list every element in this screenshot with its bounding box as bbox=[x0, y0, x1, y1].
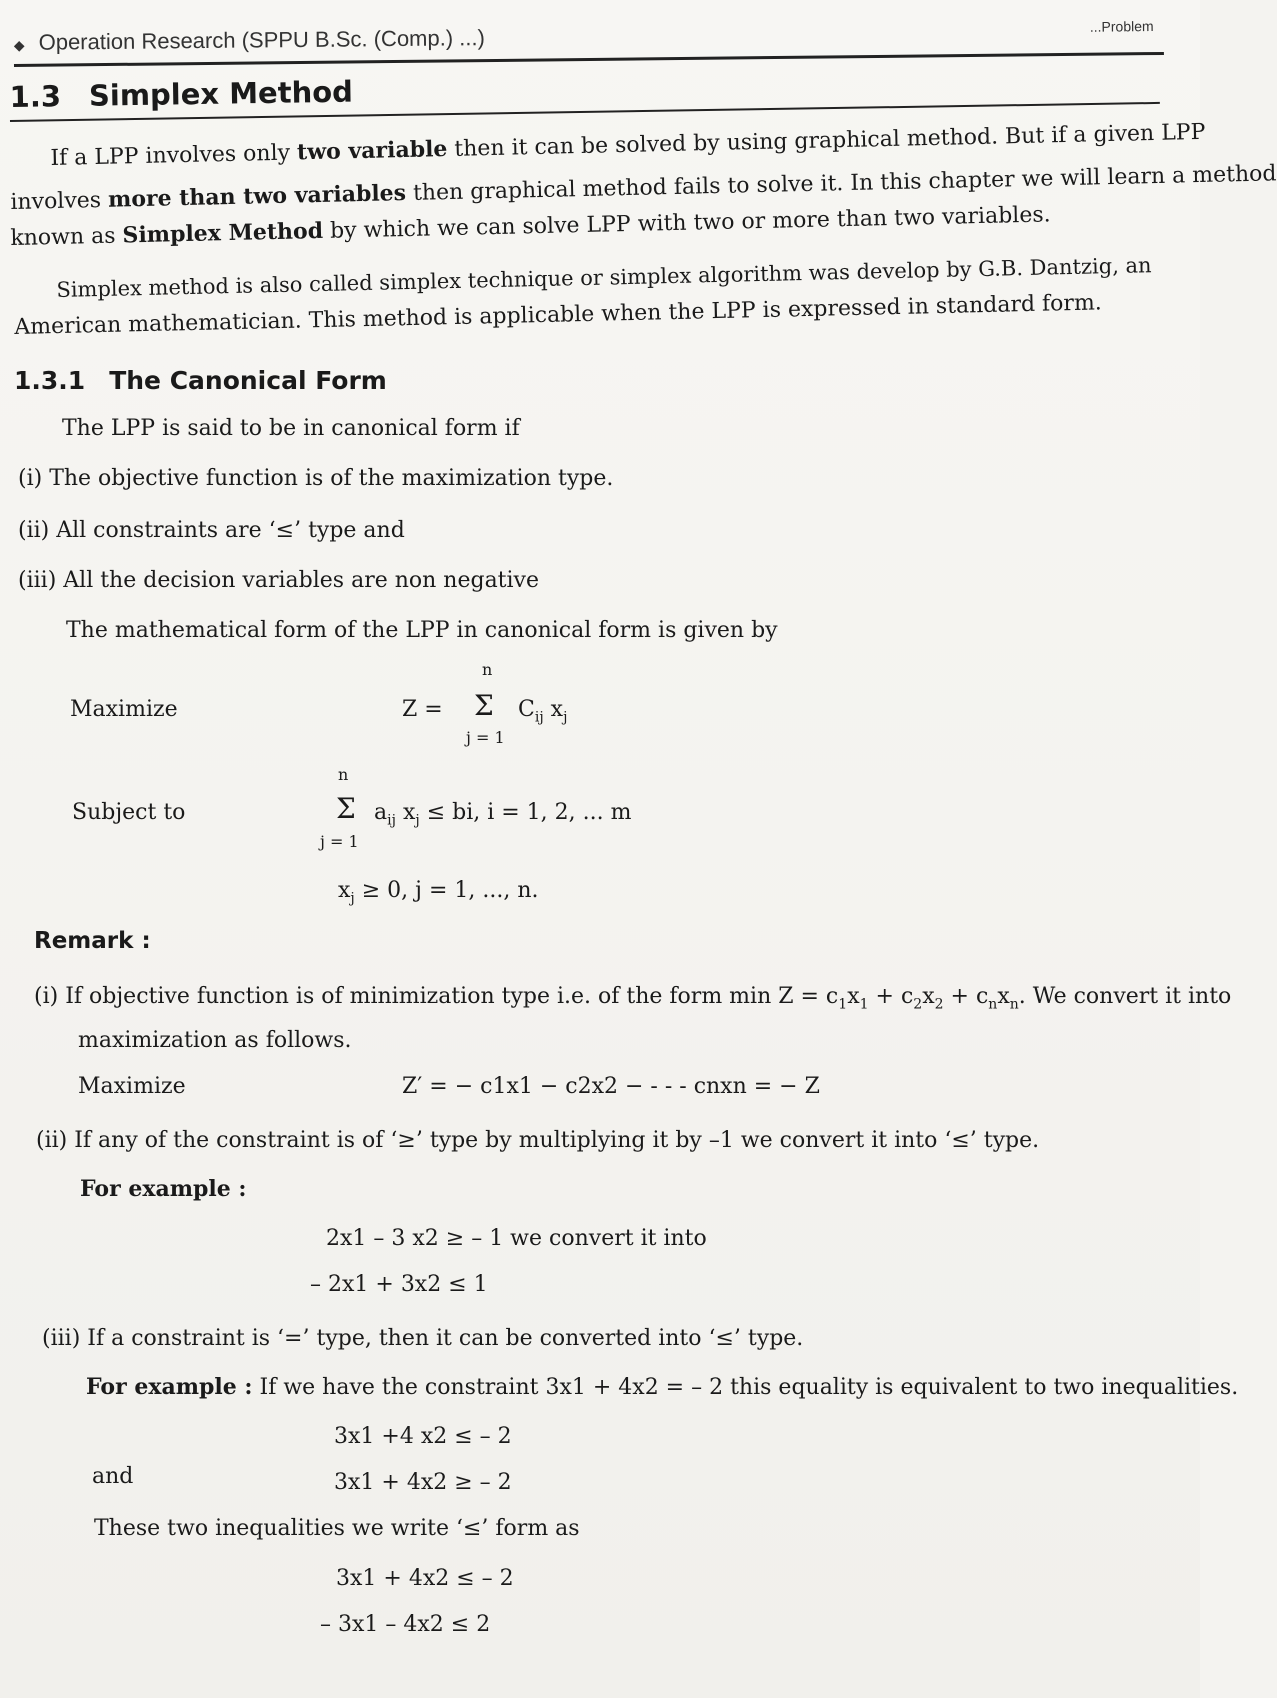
remark-1-line-1: (i) If objective function is of minimization type i.e. of the form $\min Z = c_1x_1 + c_2x_2 + c_nx_n$. We convert it into bbox=[34, 984, 1232, 1013]
remark-1-maximize: Maximize bbox=[78, 1074, 186, 1099]
math-form-intro: The mathematical form of the LPP in canonical form is given by bbox=[66, 618, 778, 643]
running-header bbox=[14, 18, 1164, 67]
intro-paragraph-line-2: involves more than two variables then graphical method fails to solve it. In this chapter we will learn a method bbox=[10, 161, 1277, 215]
intro-paragraph-line-1: If a LPP involves only two variable then it can be solved by using graphical method. But if a given LPP bbox=[50, 119, 1206, 171]
dantzig-paragraph-line-2: American mathematician. This method is applicable when the LPP is expressed in standard form. bbox=[14, 290, 1103, 340]
maximize-label: Maximize bbox=[70, 697, 178, 722]
constraint-sum-upper: n bbox=[338, 765, 349, 784]
subsection-heading bbox=[14, 366, 387, 395]
canonical-condition-1: (i) The objective function is of the maximization type. bbox=[18, 466, 614, 491]
non-negativity: $x_j \ge 0$, j = 1, ..., n. bbox=[338, 878, 539, 907]
example-label-1: For example : bbox=[80, 1176, 247, 1202]
objective-sum-upper: n bbox=[482, 660, 493, 679]
remark-1-formula: Z′ = − c1x1 − c2x2 − - - - cnxn = − Z bbox=[402, 1074, 820, 1099]
inequality-2: 3x1 + 4x2 ≥ – 2 bbox=[334, 1470, 512, 1495]
and-label: and bbox=[92, 1464, 134, 1489]
subsection-title: The Canonical Form bbox=[109, 366, 387, 395]
remark-2: (ii) If any of the constraint is of ‘≥’ type by multiplying it by –1 we convert it into ‘≤’ type. bbox=[36, 1128, 1040, 1153]
remark-title: Remark : bbox=[34, 928, 151, 954]
running-title: Operation Research (SPPU B.Sc. (Comp.) ...) bbox=[38, 25, 486, 55]
header-bullet-icon: ◆ bbox=[13, 36, 25, 54]
inequality-1: 3x1 +4 x2 ≤ – 2 bbox=[334, 1424, 512, 1449]
remark-1-line-2: maximization as follows. bbox=[78, 1028, 352, 1053]
subject-to-label: Subject to bbox=[72, 800, 186, 825]
write-as-text: These two inequalities we write ‘≤’ form as bbox=[94, 1516, 580, 1541]
header-right-fragment: ...Problem bbox=[1089, 18, 1154, 35]
section-title: Simplex Method bbox=[88, 74, 354, 113]
canonical-condition-2: (ii) All constraints are ‘≤’ type and bbox=[18, 518, 405, 543]
remark-3: (iii) If a constraint is ‘=’ type, then it can be converted into ‘≤’ type. bbox=[42, 1326, 804, 1351]
dantzig-paragraph-line-1: Simplex method is also called simplex technique or simplex algorithm was develop by G.B. Dantzig, an bbox=[56, 253, 1152, 302]
objective-sum-lower: j = 1 bbox=[466, 728, 505, 747]
constraint-sum-lower: j = 1 bbox=[320, 832, 359, 851]
constraint-term: $a_{ij}$ $x_j$ ≤ bi, i = 1, 2, ... m bbox=[374, 800, 632, 829]
objective-lhs: Z = bbox=[402, 697, 443, 722]
section-number: 1.3 bbox=[9, 79, 62, 115]
objective-term: $C_{ij}$ $x_j$ bbox=[518, 697, 568, 726]
example-1-line-1: 2x1 – 3 x2 ≥ – 1 we convert it into bbox=[326, 1226, 707, 1251]
canonical-intro: The LPP is said to be in canonical form if bbox=[62, 416, 520, 441]
intro-paragraph-line-3: known as Simplex Method by which we can solve LPP with two or more than two variables. bbox=[10, 202, 1051, 251]
section-heading bbox=[9, 62, 1160, 122]
canonical-condition-3: (iii) All the decision variables are non negative bbox=[18, 568, 540, 593]
example-1-line-2: – 2x1 + 3x2 ≤ 1 bbox=[310, 1272, 488, 1297]
final-inequality-1: 3x1 + 4x2 ≤ – 2 bbox=[336, 1566, 514, 1591]
sigma-icon: Σ bbox=[474, 689, 494, 722]
subsection-number: 1.3.1 bbox=[14, 366, 86, 395]
remark-3-example: For example : If we have the constraint 3x1 + 4x2 = – 2 this equality is equivalent to two inequalities. bbox=[86, 1374, 1239, 1400]
sigma-icon: Σ bbox=[336, 792, 356, 825]
final-inequality-2: – 3x1 – 4x2 ≤ 2 bbox=[320, 1612, 491, 1637]
